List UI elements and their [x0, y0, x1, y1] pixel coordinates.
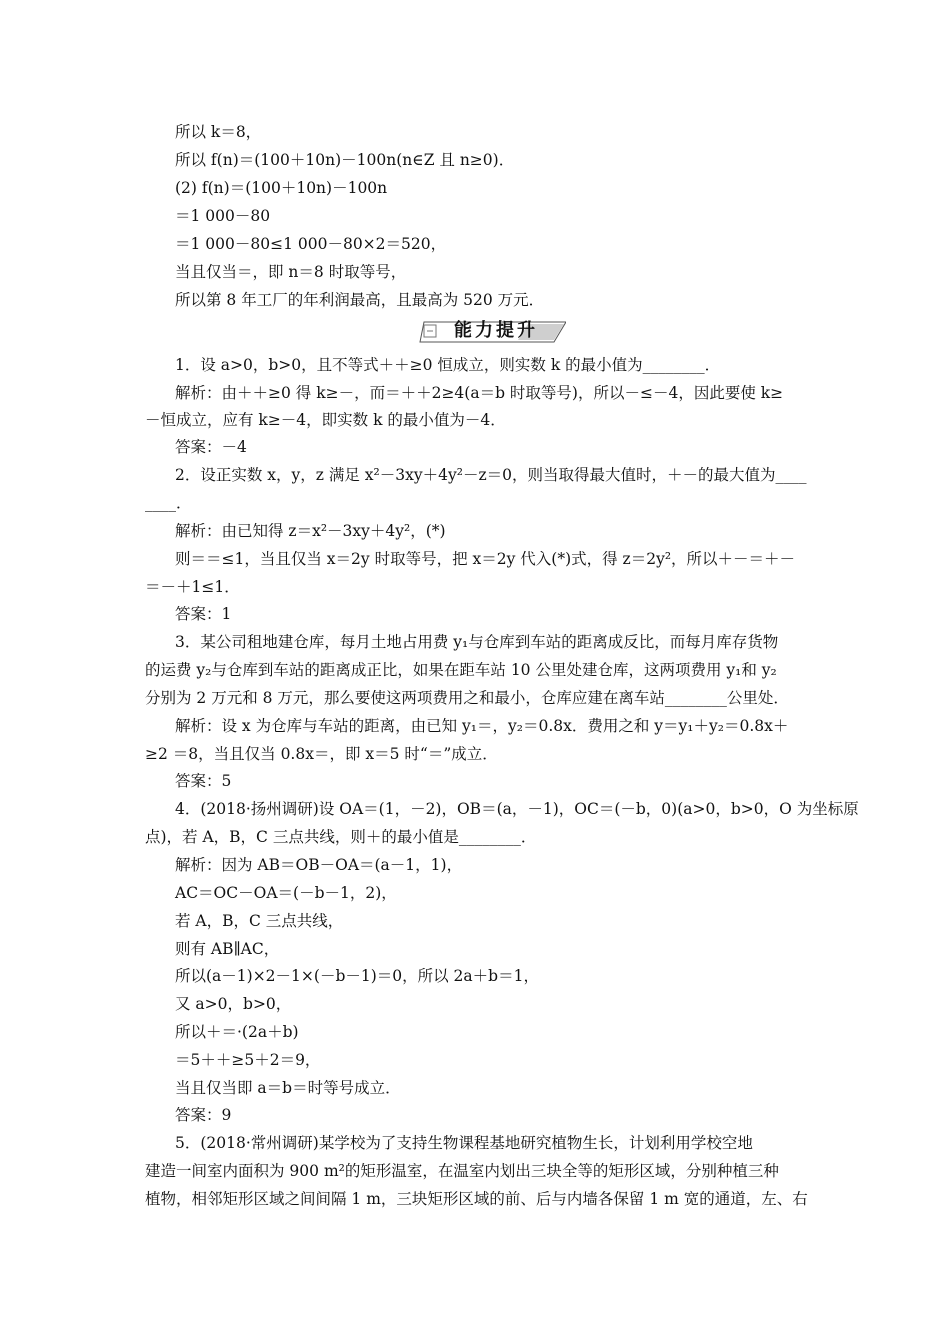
text-line: 若 A，B，C 三点共线， [175, 912, 344, 930]
text-line: 建造一间室内面积为 900 m²的矩形温室，在温室内划出三块全等的矩形区域，分别种植三种 [145, 1162, 779, 1180]
text-line: 则有 AB∥AC， [175, 940, 280, 958]
text-line: ≥2 ＝8，当且仅当 0.8x＝，即 x＝5 时“＝”成立． [145, 745, 498, 763]
text-line: ____． [145, 494, 192, 512]
section-title: 能力提升 [454, 320, 538, 341]
text-line: 又 a>0，b>0， [175, 995, 292, 1013]
section-banner [418, 318, 566, 344]
answer-line: 答案：1 [175, 605, 232, 623]
question-line: 4．(2018·扬州调研)设 OA＝(1，－2)，OB＝(a，－1)，OC＝(－b，0)(a>0，b>0，O 为坐标原 [175, 800, 859, 818]
question-line: 3．某公司租地建仓库，每月土地占用费 y₁与仓库到车站的距离成反比，而每月库存货物 [175, 633, 779, 651]
text-line: 的运费 y₂与仓库到车站的距离成正比，如果在距车站 10 公里处建仓库，这两项费用 y₁和 y₂ [145, 661, 777, 679]
text-line: AC＝OC－OA＝(－b－1，2)， [175, 884, 397, 902]
text-line: 则＝＝≤1，当且仅当 x＝2y 时取等号，把 x＝2y 代入(*)式，得 z＝2y²，所以＋－＝＋－ [175, 550, 796, 568]
text-line: ＝5＋＋≥5＋2＝9， [175, 1051, 321, 1069]
answer-line: 答案：5 [175, 772, 232, 790]
text-line: 所以 k＝8， [175, 123, 262, 141]
text-line: －恒成立，应有 k≥－4，即实数 k 的最小值为－4． [145, 411, 506, 429]
text-line: 所以＋＝·(2a＋b) [175, 1023, 299, 1041]
text-line: 所以第 8 年工厂的年利润最高，且最高为 520 万元． [175, 291, 545, 309]
text-line: 解析：因为 AB＝OB－OA＝(a－1，1)， [175, 856, 463, 874]
answer-line: 答案：－4 [175, 438, 247, 456]
answer-line: 答案：9 [175, 1106, 232, 1124]
text-line: ＝1 000－80≤1 000－80×2＝520， [175, 235, 447, 253]
text-line: 解析：由＋＋≥0 得 k≥－，而＝＋＋2≥4(a＝b 时取等号)，所以－≤－4，因此要使 k≥ [175, 384, 784, 402]
text-line: 解析：由已知得 z＝x²－3xy＋4y²，(*) [175, 522, 446, 540]
text-line: 所以(a－1)×2－1×(－b－1)＝0，所以 2a＋b＝1， [175, 967, 539, 985]
question-line: 2．设正实数 x，y，z 满足 x²－3xy＋4y²－z＝0，则当取得最大值时，＋－的最大值为____ [175, 466, 807, 484]
text-line: 分别为 2 万元和 8 万元，那么要使这两项费用之和最小，仓库应建在离车站________公里处． [145, 689, 789, 707]
text-line: ＝－＋1≤1． [145, 578, 240, 596]
text-line: 植物，相邻矩形区域之间间隔 1 m，三块矩形区域的前、后与内墙各保留 1 m 宽的通道，左、右 [145, 1190, 808, 1208]
question-line: 1．设 a>0，b>0，且不等式＋＋≥0 恒成立，则实数 k 的最小值为________． [175, 356, 721, 374]
text-line: 当且仅当即 a＝b＝时等号成立． [175, 1079, 401, 1097]
text-line: 所以 f(n)＝(100＋10n)－100n(n∈Z 且 n≥0)． [175, 151, 515, 169]
question-line: 5．(2018·常州调研)某学校为了支持生物课程基地研究植物生长，计划利用学校空地 [175, 1134, 753, 1152]
text-line: 点)，若 A，B，C 三点共线，则＋的最小值是________． [145, 828, 537, 846]
text-line: ＝1 000－80 [175, 207, 271, 225]
text-line: (2) f(n)＝(100＋10n)－100n [175, 179, 388, 197]
text-line: 解析：设 x 为仓库与车站的距离，由已知 y₁＝，y₂＝0.8x．费用之和 y＝y₁＋y₂＝0.8x＋ [175, 717, 789, 735]
text-line: 当且仅当＝，即 n＝8 时取等号， [175, 263, 407, 281]
